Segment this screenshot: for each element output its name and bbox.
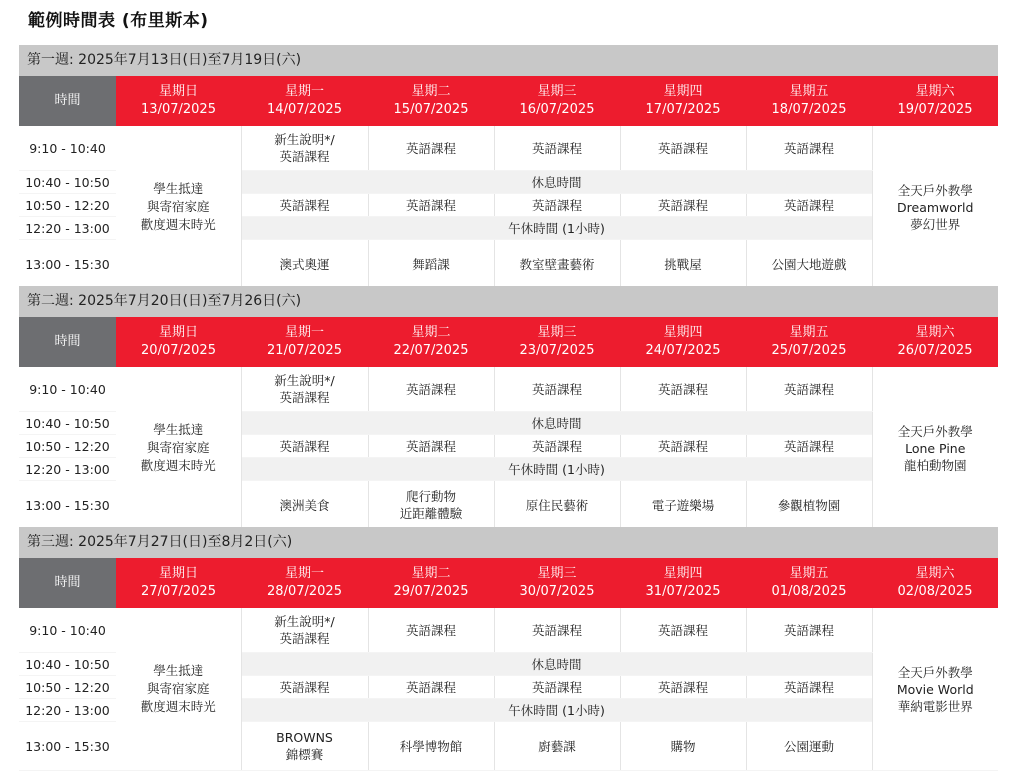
day-header	[116, 76, 241, 126]
class-cell-line: 英語課程	[405, 140, 456, 156]
class-cell: 英語課程	[494, 194, 620, 217]
activity-cell	[494, 481, 620, 530]
header-row	[19, 317, 998, 367]
day-header	[620, 76, 746, 126]
activity-cell	[620, 240, 746, 289]
day-name: 星期四	[663, 325, 703, 340]
saturday-activity-line: 全天戶外教學	[897, 182, 973, 198]
class-cell-line: 新生說明*/	[274, 373, 335, 388]
sunday-activity	[116, 367, 241, 530]
class-cell	[368, 126, 494, 171]
day-header	[241, 317, 368, 367]
break-cell: 休息時間	[241, 653, 872, 676]
activity-cell	[368, 240, 494, 289]
day-date: 01/08/2025	[771, 584, 847, 599]
day-header	[241, 558, 368, 608]
class-cell-line: 新生說明*/	[274, 132, 335, 147]
saturday-activity	[872, 367, 998, 530]
class-cell	[368, 608, 494, 653]
sunday-activity-line: 學生抵達	[153, 663, 204, 678]
class-cell-line: 英語課程	[657, 622, 708, 638]
day-header	[746, 76, 872, 126]
day-header	[494, 558, 620, 608]
time-slot: 10:50 - 12:20	[19, 435, 116, 458]
day-date: 27/07/2025	[141, 584, 216, 599]
class-cell-line: 英語課程	[783, 140, 834, 156]
class-cell: 英語課程	[746, 435, 872, 458]
class-cell-line: 英語課程	[783, 622, 834, 638]
activity-cell-line: 近距離體驗	[399, 506, 463, 521]
schedule-row	[19, 608, 998, 653]
schedule-table	[19, 317, 998, 530]
lunch-cell: 午休時間 (1小時)	[241, 217, 872, 240]
day-name: 星期日	[158, 84, 198, 99]
class-cell	[746, 608, 872, 653]
week-section	[19, 286, 998, 530]
day-date: 13/07/2025	[141, 102, 216, 117]
sunday-activity-line: 學生抵達	[153, 422, 204, 437]
sunday-activity-line: 與寄宿家庭	[146, 440, 210, 455]
header-row	[19, 76, 998, 126]
class-cell	[368, 367, 494, 412]
day-date: 22/07/2025	[393, 343, 469, 358]
class-cell-line: 英語課程	[531, 622, 582, 638]
activity-cell-line: 舞蹈課	[412, 256, 450, 272]
activity-cell	[241, 481, 368, 530]
saturday-activity	[872, 126, 998, 289]
class-cell-line: 英語課程	[657, 381, 708, 397]
time-slot: 9:10 - 10:40	[19, 608, 116, 653]
saturday-activity-line: Dreamworld	[897, 199, 974, 215]
day-date: 29/07/2025	[393, 584, 469, 599]
week-section	[19, 45, 998, 289]
day-date: 20/07/2025	[141, 343, 216, 358]
class-cell	[241, 126, 368, 171]
saturday-activity-line: Movie World	[896, 681, 974, 697]
activity-cell-line: 錦標賽	[285, 747, 324, 762]
day-date: 26/07/2025	[897, 343, 973, 358]
time-slot: 10:40 - 10:50	[19, 171, 116, 194]
time-slot: 10:50 - 12:20	[19, 676, 116, 699]
time-slot: 9:10 - 10:40	[19, 367, 116, 412]
class-cell: 英語課程	[620, 194, 746, 217]
class-cell: 英語課程	[241, 194, 368, 217]
week-section	[19, 527, 998, 771]
activity-cell	[368, 722, 494, 771]
class-cell	[746, 126, 872, 171]
header-row	[19, 558, 998, 608]
day-date: 17/07/2025	[645, 102, 721, 117]
week-title: 第一週: 2025年7月13日(日)至7月19日(六)	[19, 45, 998, 76]
time-column-header: 時間	[19, 76, 116, 126]
activity-cell-line: 購物	[670, 738, 696, 754]
day-name: 星期三	[537, 566, 577, 581]
break-cell: 休息時間	[241, 412, 872, 435]
class-cell-line: 英語課程	[783, 381, 834, 397]
activity-cell-line: 澳洲美食	[279, 497, 330, 513]
day-name: 星期五	[789, 84, 829, 99]
class-cell-line: 英語課程	[657, 140, 708, 156]
break-cell: 休息時間	[241, 171, 872, 194]
activity-cell-line: 澳式奧運	[279, 256, 330, 272]
day-header	[746, 317, 872, 367]
class-cell	[494, 126, 620, 171]
class-cell: 英語課程	[368, 676, 494, 699]
sunday-activity-line: 歡度週末時光	[140, 699, 216, 714]
activity-cell	[241, 240, 368, 289]
class-cell	[241, 367, 368, 412]
time-slot: 12:20 - 13:00	[19, 458, 116, 481]
time-slot: 10:50 - 12:20	[19, 194, 116, 217]
time-slot: 12:20 - 13:00	[19, 699, 116, 722]
activity-cell	[746, 240, 872, 289]
day-header	[746, 558, 872, 608]
sunday-activity	[116, 126, 241, 289]
day-name: 星期二	[411, 84, 451, 99]
day-name: 星期二	[411, 325, 451, 340]
day-name: 星期二	[411, 566, 451, 581]
sunday-activity-line: 與寄宿家庭	[146, 199, 210, 214]
saturday-activity-line: 龍柏動物園	[903, 457, 967, 473]
activity-cell	[620, 722, 746, 771]
activity-cell-line: 廚藝課	[538, 738, 576, 754]
day-date: 30/07/2025	[519, 584, 595, 599]
sunday-activity-line: 歡度週末時光	[140, 458, 216, 473]
class-cell-line: 英語課程	[279, 631, 330, 646]
day-name: 星期一	[284, 325, 324, 340]
day-header	[116, 558, 241, 608]
class-cell: 英語課程	[368, 435, 494, 458]
day-date: 21/07/2025	[267, 343, 342, 358]
class-cell	[746, 367, 872, 412]
day-header	[241, 76, 368, 126]
class-cell-line: 英語課程	[531, 381, 582, 397]
time-slot: 12:20 - 13:00	[19, 217, 116, 240]
week-title: 第三週: 2025年7月27日(日)至8月2日(六)	[19, 527, 998, 558]
time-slot: 13:00 - 15:30	[19, 481, 116, 530]
class-cell: 英語課程	[241, 676, 368, 699]
activity-cell-line: 爬行動物	[405, 489, 456, 504]
day-header	[620, 317, 746, 367]
day-date: 14/07/2025	[267, 102, 342, 117]
saturday-activity-line: 華納電影世界	[897, 698, 973, 714]
class-cell	[494, 367, 620, 412]
activity-cell	[241, 722, 368, 771]
class-cell-line: 英語課程	[405, 381, 456, 397]
saturday-activity-line: 夢幻世界	[910, 216, 961, 232]
activity-cell-line: 參觀植物園	[777, 497, 841, 513]
activity-cell-line: 科學博物館	[399, 738, 463, 754]
day-date: 19/07/2025	[897, 102, 973, 117]
day-date: 24/07/2025	[645, 343, 721, 358]
day-header	[368, 76, 494, 126]
class-cell-line: 英語課程	[279, 390, 330, 405]
time-slot: 9:10 - 10:40	[19, 126, 116, 171]
schedule-table	[19, 76, 998, 289]
day-name: 星期四	[663, 84, 703, 99]
day-name: 星期一	[284, 84, 324, 99]
day-date: 02/08/2025	[897, 584, 973, 599]
class-cell: 英語課程	[494, 676, 620, 699]
class-cell: 英語課程	[241, 435, 368, 458]
activity-cell	[494, 240, 620, 289]
activity-cell	[368, 481, 494, 530]
class-cell	[620, 367, 746, 412]
day-date: 25/07/2025	[771, 343, 847, 358]
day-name: 星期六	[915, 325, 955, 340]
day-date: 16/07/2025	[519, 102, 595, 117]
activity-cell-line: 電子遊樂場	[651, 497, 715, 513]
sunday-activity	[116, 608, 241, 771]
day-name: 星期三	[537, 84, 577, 99]
day-header	[872, 317, 998, 367]
class-cell: 英語課程	[620, 435, 746, 458]
schedule-table	[19, 558, 998, 771]
activity-cell	[494, 722, 620, 771]
saturday-activity-line: Lone Pine	[905, 440, 966, 456]
day-date: 23/07/2025	[519, 343, 595, 358]
activity-cell	[746, 481, 872, 530]
activity-cell-line: 原住民藝術	[525, 497, 589, 513]
class-cell: 英語課程	[620, 676, 746, 699]
class-cell-line: 英語課程	[405, 622, 456, 638]
sunday-activity-line: 學生抵達	[153, 181, 204, 196]
activity-cell	[620, 481, 746, 530]
class-cell	[620, 126, 746, 171]
schedule-row	[19, 126, 998, 171]
time-slot: 13:00 - 15:30	[19, 240, 116, 289]
day-name: 星期日	[158, 325, 198, 340]
day-header	[872, 558, 998, 608]
activity-cell	[746, 722, 872, 771]
class-cell-line: 新生說明*/	[274, 614, 335, 629]
day-name: 星期六	[915, 566, 955, 581]
activity-cell-line: 挑戰屋	[664, 256, 702, 272]
day-header	[494, 76, 620, 126]
day-header	[494, 317, 620, 367]
class-cell	[494, 608, 620, 653]
class-cell: 英語課程	[494, 435, 620, 458]
time-slot: 10:40 - 10:50	[19, 653, 116, 676]
time-slot: 10:40 - 10:50	[19, 412, 116, 435]
day-header	[872, 76, 998, 126]
time-column-header: 時間	[19, 558, 116, 608]
saturday-activity	[872, 608, 998, 771]
sunday-activity-line: 與寄宿家庭	[146, 681, 210, 696]
day-name: 星期一	[284, 566, 324, 581]
class-cell-line: 英語課程	[531, 140, 582, 156]
day-header	[368, 317, 494, 367]
week-title: 第二週: 2025年7月20日(日)至7月26日(六)	[19, 286, 998, 317]
activity-cell-line: 公園大地遊戲	[771, 256, 847, 272]
day-date: 15/07/2025	[393, 102, 469, 117]
sunday-activity-line: 歡度週末時光	[140, 217, 216, 232]
class-cell: 英語課程	[746, 676, 872, 699]
class-cell	[620, 608, 746, 653]
day-name: 星期六	[915, 84, 955, 99]
activity-cell-line: 公園運動	[783, 738, 834, 754]
class-cell: 英語課程	[746, 194, 872, 217]
page-title: 範例時間表 (布里斯本)	[28, 11, 209, 31]
saturday-activity-line: 全天戶外教學	[897, 423, 973, 439]
time-slot: 13:00 - 15:30	[19, 722, 116, 771]
class-cell: 英語課程	[368, 194, 494, 217]
day-date: 28/07/2025	[267, 584, 342, 599]
day-name: 星期四	[663, 566, 703, 581]
activity-cell-line: BROWNS	[276, 730, 333, 745]
day-header	[116, 317, 241, 367]
saturday-activity-line: 全天戶外教學	[897, 664, 973, 680]
schedule-row	[19, 367, 998, 412]
class-cell-line: 英語課程	[279, 149, 330, 164]
day-name: 星期五	[789, 566, 829, 581]
time-column-header: 時間	[19, 317, 116, 367]
day-name: 星期日	[158, 566, 198, 581]
day-date: 18/07/2025	[771, 102, 847, 117]
day-date: 31/07/2025	[645, 584, 721, 599]
day-name: 星期三	[537, 325, 577, 340]
day-header	[620, 558, 746, 608]
class-cell	[241, 608, 368, 653]
lunch-cell: 午休時間 (1小時)	[241, 699, 872, 722]
activity-cell-line: 教室壁畫藝術	[519, 256, 595, 272]
day-header	[368, 558, 494, 608]
lunch-cell: 午休時間 (1小時)	[241, 458, 872, 481]
day-name: 星期五	[789, 325, 829, 340]
